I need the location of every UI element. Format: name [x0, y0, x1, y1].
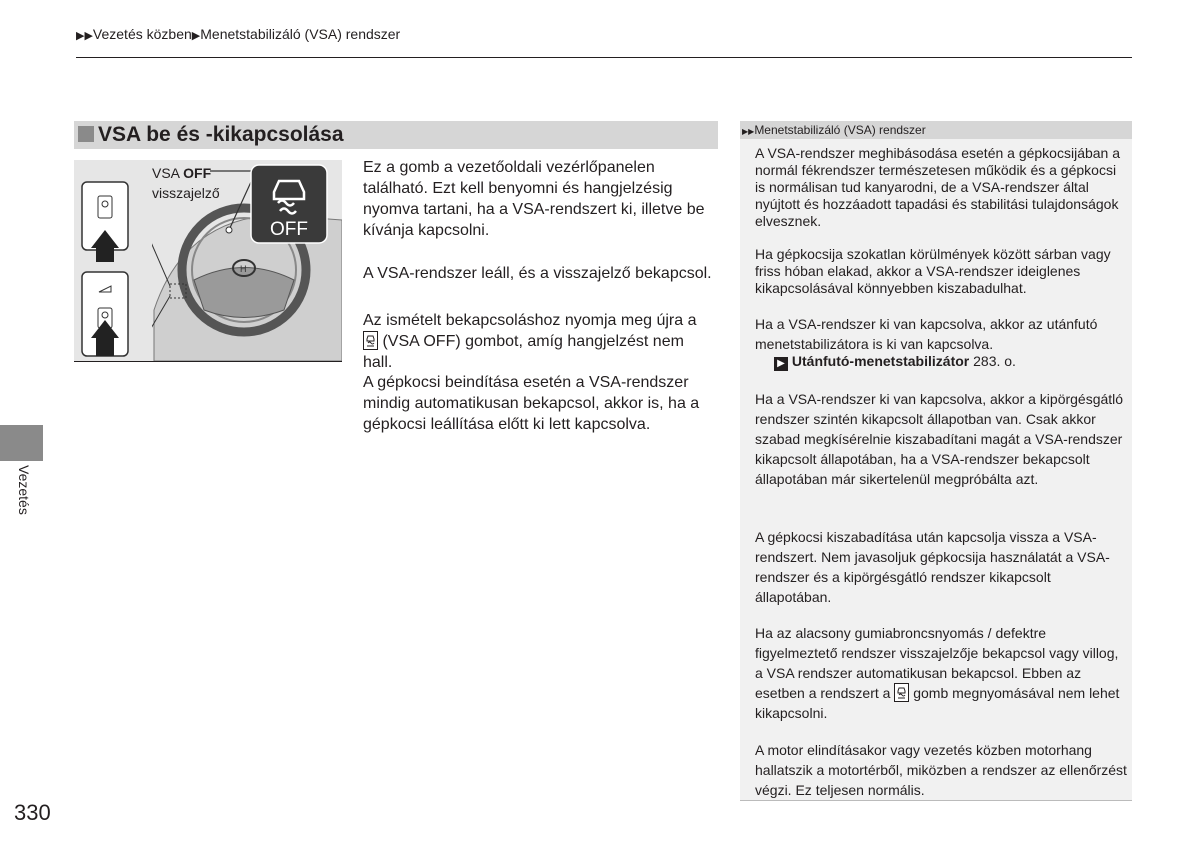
side-tab [0, 425, 43, 461]
cross-reference-link[interactable] [774, 353, 1016, 371]
main-paragraph-2: A VSA-rendszer leáll, és a visszajelző bekapcsol. [363, 265, 712, 282]
figure-rule [74, 361, 342, 362]
reference-title: Utánfutó-menetstabilizátor [791, 353, 970, 369]
callout-prefix: VSA [152, 165, 184, 181]
notes-header-title: Menetstabilizáló (VSA) rendszer [754, 123, 926, 137]
side-tab-label: Vezetés [16, 465, 32, 515]
n6-text-before: Ha az alacsony gumiabroncsnyomás / defektre figyelmeztető rendszer visszajelzője bekapcsol vagy villog, a VSA rendszer automatikusan bekapcsol. Ebben az esetben a rendszert a [755, 625, 1119, 701]
note-paragraph-1: A VSA-rendszer meghibásodása esetén a gépkocsijában a normál fékrendszer természetesen működik és a gépkocsi is normálisan tud kanyarodni, de a VSA-rendszer által nyújtott és hozzáadott tapadási és stabilitási tulajdonságok elvesznek. [755, 145, 1121, 229]
note-paragraph-7: A motor elindításakor vagy vezetés közben motorhang hallatszik a motortérből, miközben a rendszer az ellenőrzést végzi. Ez teljesen normális. [755, 742, 1127, 798]
svg-text:H: H [240, 264, 247, 274]
n6-text-after: gomb megnyomásával nem lehet kikapcsolni. [755, 685, 1120, 721]
breadcrumb-item-driving[interactable]: Vezetés közben [92, 26, 192, 42]
notes-bottom-rule [740, 800, 1132, 801]
reference-page: 283. o. [969, 353, 1016, 369]
note-paragraph-5: A gépkocsi kiszabadítása után kapcsolja vissza a VSA-rendszert. Nem javasoljuk gépkocsija használatát a VSA-rendszer és a kipörgésgátló rendszer kikapcsolt állapotában. [755, 529, 1110, 605]
vsa-button-icon [894, 683, 909, 702]
notes-header-marker: ▶▶ [742, 127, 755, 136]
section-square-icon [78, 126, 94, 142]
note-paragraph-4: Ha a VSA-rendszer ki van kapcsolva, akkor a kipörgésgátló rendszer szintén kikapcsolt állapotban van. Csak akkor szabad megkísérelnie kiszabadítani magát a VSA-rendszer kikapcsolt állapotában, ha a VSA-rendszer bekapcsolt állapotában már sikertelenül megpróbálta azt. [755, 391, 1124, 487]
main-paragraph-1: Ez a gomb a vezetőoldali vezérlőpanelen található. Ezt kell benyomni és hangjelzésig nyomva tartani, ha a VSA-rendszert ki, illetve be kívánja kapcsolni. [363, 159, 705, 239]
notes-header [742, 121, 926, 141]
main-paragraph-4: A gépkocsi beindítása esetén a VSA-rendszer mindig automatikusan bekapcsol, akkor is, ha a gépkocsi leállítása előtt ki lett kapcsolva. [363, 374, 700, 433]
note-paragraph-6 [755, 623, 1127, 723]
p3-text-before: Az ismételt bekapcsoláshoz nyomja meg újra a [363, 312, 697, 329]
dashboard-figure [74, 160, 342, 361]
breadcrumb-item-vsa[interactable]: Menetstabilizáló (VSA) rendszer [200, 26, 401, 42]
page-number: 330 [14, 800, 51, 825]
header-rule [76, 57, 1132, 58]
vsa-off-callout [152, 163, 220, 203]
indicator-off-text: OFF [270, 219, 308, 240]
note-paragraph-2: Ha gépkocsija szokatlan körülmények között sárban vagy friss hóban elakad, akkor a VSA-rendszer ideiglenes kikapcsolásával könnyebben kiszabadulhat. [755, 246, 1111, 296]
section-title: VSA be és -kikapcsolása [98, 123, 344, 146]
reference-arrow-icon: ▶ [774, 357, 788, 371]
vsa-button-icon [363, 331, 378, 350]
p3-text-after: (VSA OFF) gombot, amíg hangjelzést nem hall. [363, 333, 684, 371]
main-paragraph-3 [363, 310, 713, 373]
breadcrumb-marker: ▶▶ [76, 30, 93, 42]
breadcrumb-separator: ▶ [191, 30, 201, 42]
callout-indicator-label: visszajelző [152, 185, 220, 201]
callout-off: OFF [183, 165, 212, 181]
note-paragraph-3: Ha a VSA-rendszer ki van kapcsolva, akkor az utánfutó menetstabilizátora is ki van kapcsolva. [755, 316, 1098, 352]
breadcrumb [76, 26, 400, 42]
